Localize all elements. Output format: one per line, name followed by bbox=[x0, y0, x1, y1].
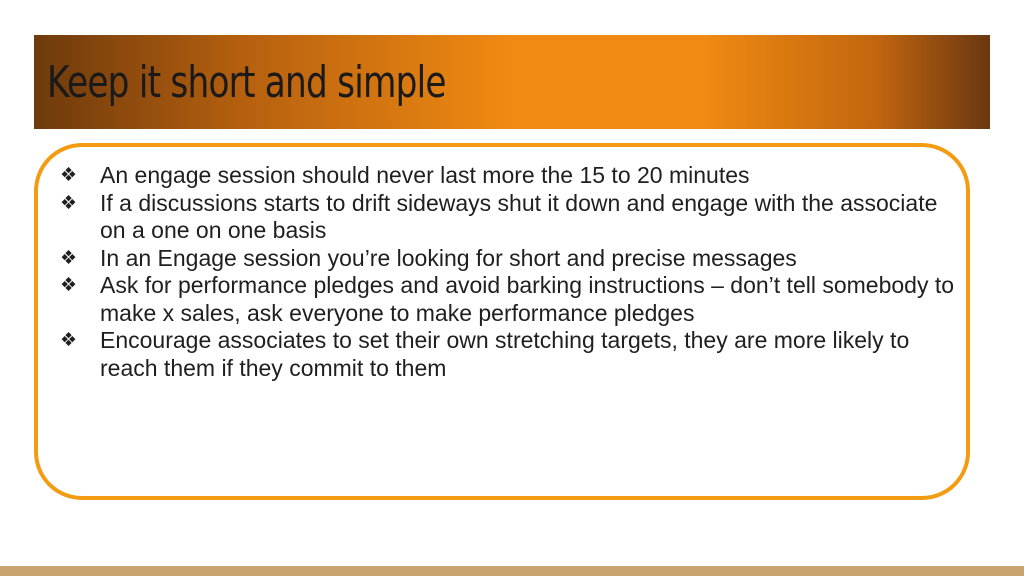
bullet-list bbox=[60, 162, 960, 382]
bullet-text: Ask for performance pledges and avoid barking instructions – don’t tell somebody to make x sales, ask everyone to make performance pledges bbox=[100, 272, 955, 326]
list-item bbox=[60, 327, 960, 382]
bullet-text: If a discussions starts to drift sideways shut it down and engage with the associate on a one on one basis bbox=[100, 189, 938, 243]
diamond-bullet-icon: ❖ bbox=[60, 165, 78, 186]
diamond-bullet-icon: ❖ bbox=[60, 330, 78, 351]
slide-title: Keep it short and simple bbox=[47, 57, 446, 108]
diamond-bullet-icon: ❖ bbox=[60, 275, 78, 296]
list-item bbox=[60, 162, 960, 190]
bullet-text: Encourage associates to set their own stretching targets, they are more likely to reach them if they commit to them bbox=[100, 327, 910, 381]
bullet-text: An engage session should never last more the 15 to 20 minutes bbox=[100, 162, 750, 188]
diamond-bullet-icon: ❖ bbox=[60, 247, 78, 269]
list-item bbox=[60, 245, 960, 273]
bottom-strip bbox=[0, 566, 1024, 576]
bullet-text: In an Engage session you’re looking for short and precise messages bbox=[100, 244, 797, 271]
list-item bbox=[60, 190, 960, 245]
diamond-bullet-icon: ❖ bbox=[60, 192, 78, 214]
list-item bbox=[60, 272, 960, 327]
content-box bbox=[34, 143, 970, 500]
title-bar bbox=[34, 35, 990, 129]
